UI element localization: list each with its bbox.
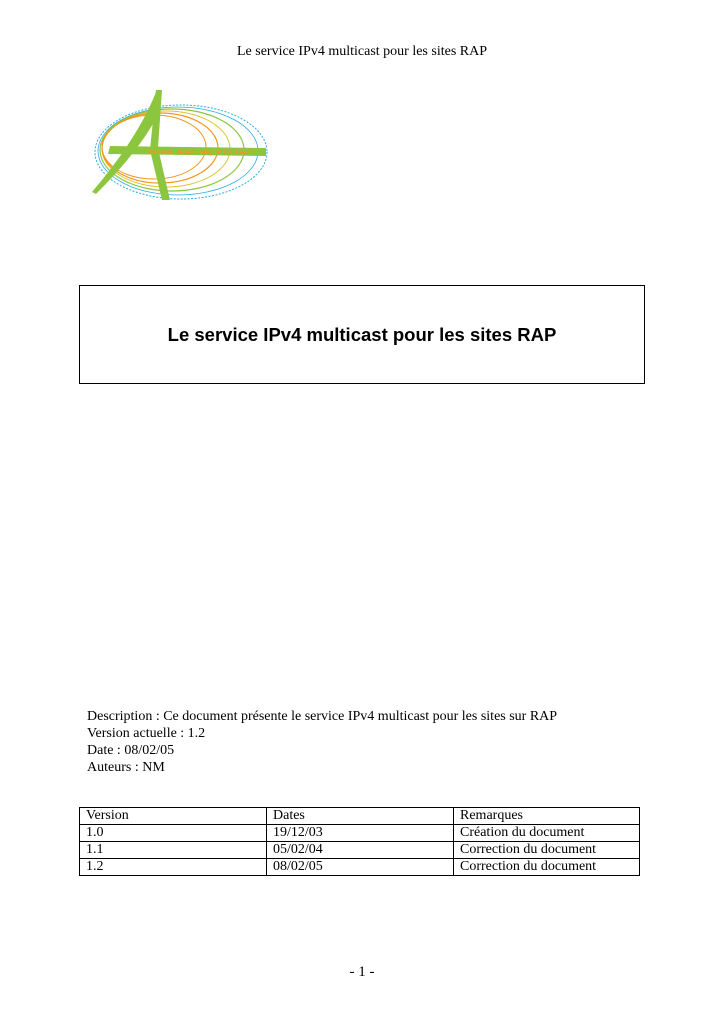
current-version-line: Version actuelle : 1.2 xyxy=(87,726,206,741)
logo-label: Réseau Académique Parisien xyxy=(148,148,254,156)
cell-version: 1.0 xyxy=(80,825,267,842)
header-cell-remarks: Remarques xyxy=(454,808,640,825)
table-row xyxy=(80,842,640,859)
table-row xyxy=(80,825,640,842)
description-block xyxy=(87,708,557,776)
date-line: Date : 08/02/05 xyxy=(87,743,175,758)
rap-logo xyxy=(86,88,270,204)
running-header: Le service IPv4 multicast pour les sites RAP xyxy=(236,44,488,59)
cell-date: 08/02/05 xyxy=(267,859,454,876)
title-box xyxy=(79,285,645,384)
cell-remark: Correction du document xyxy=(454,842,640,859)
cell-date: 05/02/04 xyxy=(267,842,454,859)
cell-date: 19/12/03 xyxy=(267,825,454,842)
cell-version: 1.2 xyxy=(80,859,267,876)
version-history-table xyxy=(79,807,640,876)
table-row xyxy=(80,859,640,876)
page-number: - 1 - xyxy=(349,964,375,980)
cell-version: 1.1 xyxy=(80,842,267,859)
authors-line: Auteurs : NM xyxy=(87,760,165,775)
cell-remark: Correction du document xyxy=(454,859,640,876)
header-cell-dates: Dates xyxy=(267,808,454,825)
document-title: Le service IPv4 multicast pour les sites RAP xyxy=(167,323,557,345)
description-line: Description : Ce document présente le service IPv4 multicast pour les sites sur RAP xyxy=(87,709,558,724)
cell-remark: Création du document xyxy=(454,825,640,842)
header-cell-version: Version xyxy=(80,808,267,825)
rap-logo-graphic xyxy=(86,88,270,204)
table-header-row xyxy=(80,808,640,825)
